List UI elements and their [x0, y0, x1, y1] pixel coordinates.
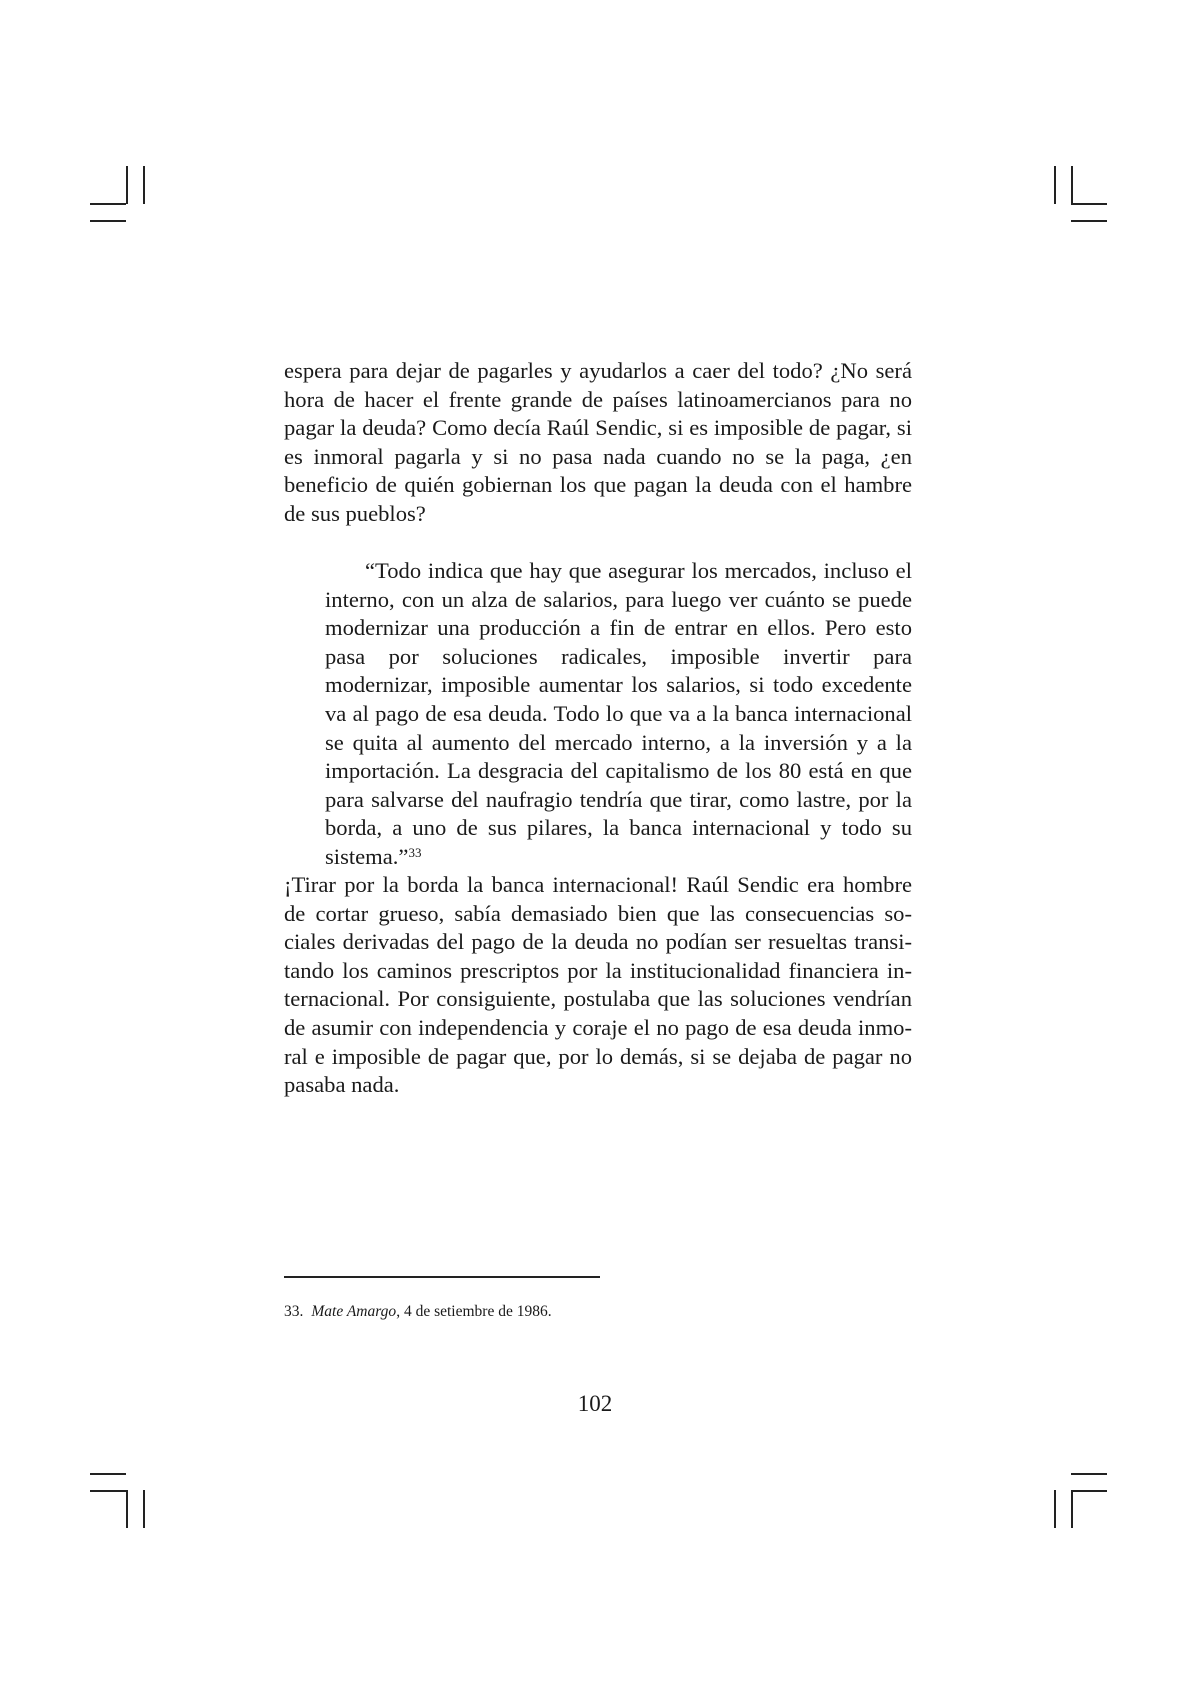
footnote-source-title: Mate Amargo	[311, 1303, 397, 1320]
body-paragraph-1: espera para dejar de pagarles y ayudarlos a caer del todo? ¿No será hora de hacer el frente grande de países latinoamercianos para no pagar la deuda? Como decía Raúl Sendic, si es imposible de pagar, si es inmoral pagarla y si no pasa nada cuando no se la paga, ¿en beneficio de quién gobiernan los que pagan la deuda con el hambre de sus pueblos?	[284, 358, 912, 526]
block-quote	[325, 557, 912, 872]
footnote-reference[interactable]: 33	[408, 844, 422, 860]
body-paragraph-2: ¡Tirar por la borda la banca internacional! Raúl Sendic era hombre de cortar grueso, sabía demasiado bien que las consecuencias sociales derivadas del pago de la deuda no podían ser resueltas transitando los caminos prescriptos por la institucionalidad financiera internacional. Por consiguiente, postulaba que las soluciones vendrían de asumir con independencia y coraje el no pago de esa deuda inmoral e imposible de pagar que, por lo demás, si se dejaba de pagar no pasaba nada.	[284, 872, 912, 1098]
footnote-number: 33.	[284, 1303, 304, 1320]
footnote-text: , 4 de setiembre de 1986.	[396, 1303, 552, 1320]
footnote-divider	[284, 1276, 600, 1278]
block-quote-text: “Todo indica que hay que asegurar los mercados, incluso el interno, con un alza de salarios, para luego ver cuánto se puede modernizar una producción a fin de entrar en ellos. Pero esto pasa por soluciones radicales, imposible invertir para modernizar, imposible aumentar los salarios, si todo excedente va al pago de esa deuda. Todo lo que va a la banca internacional se quita al aumento del mercado interno, a la inversión y a la importación. La desgracia del capitalismo de los 80 está en que para salvarse del naufragio tendría que tirar, como lastre, por la borda, a uno de sus pilares, la banca internacional y todo su sistema.”	[325, 558, 912, 869]
footnote	[284, 1302, 552, 1322]
page-number: 102	[577, 1391, 613, 1416]
